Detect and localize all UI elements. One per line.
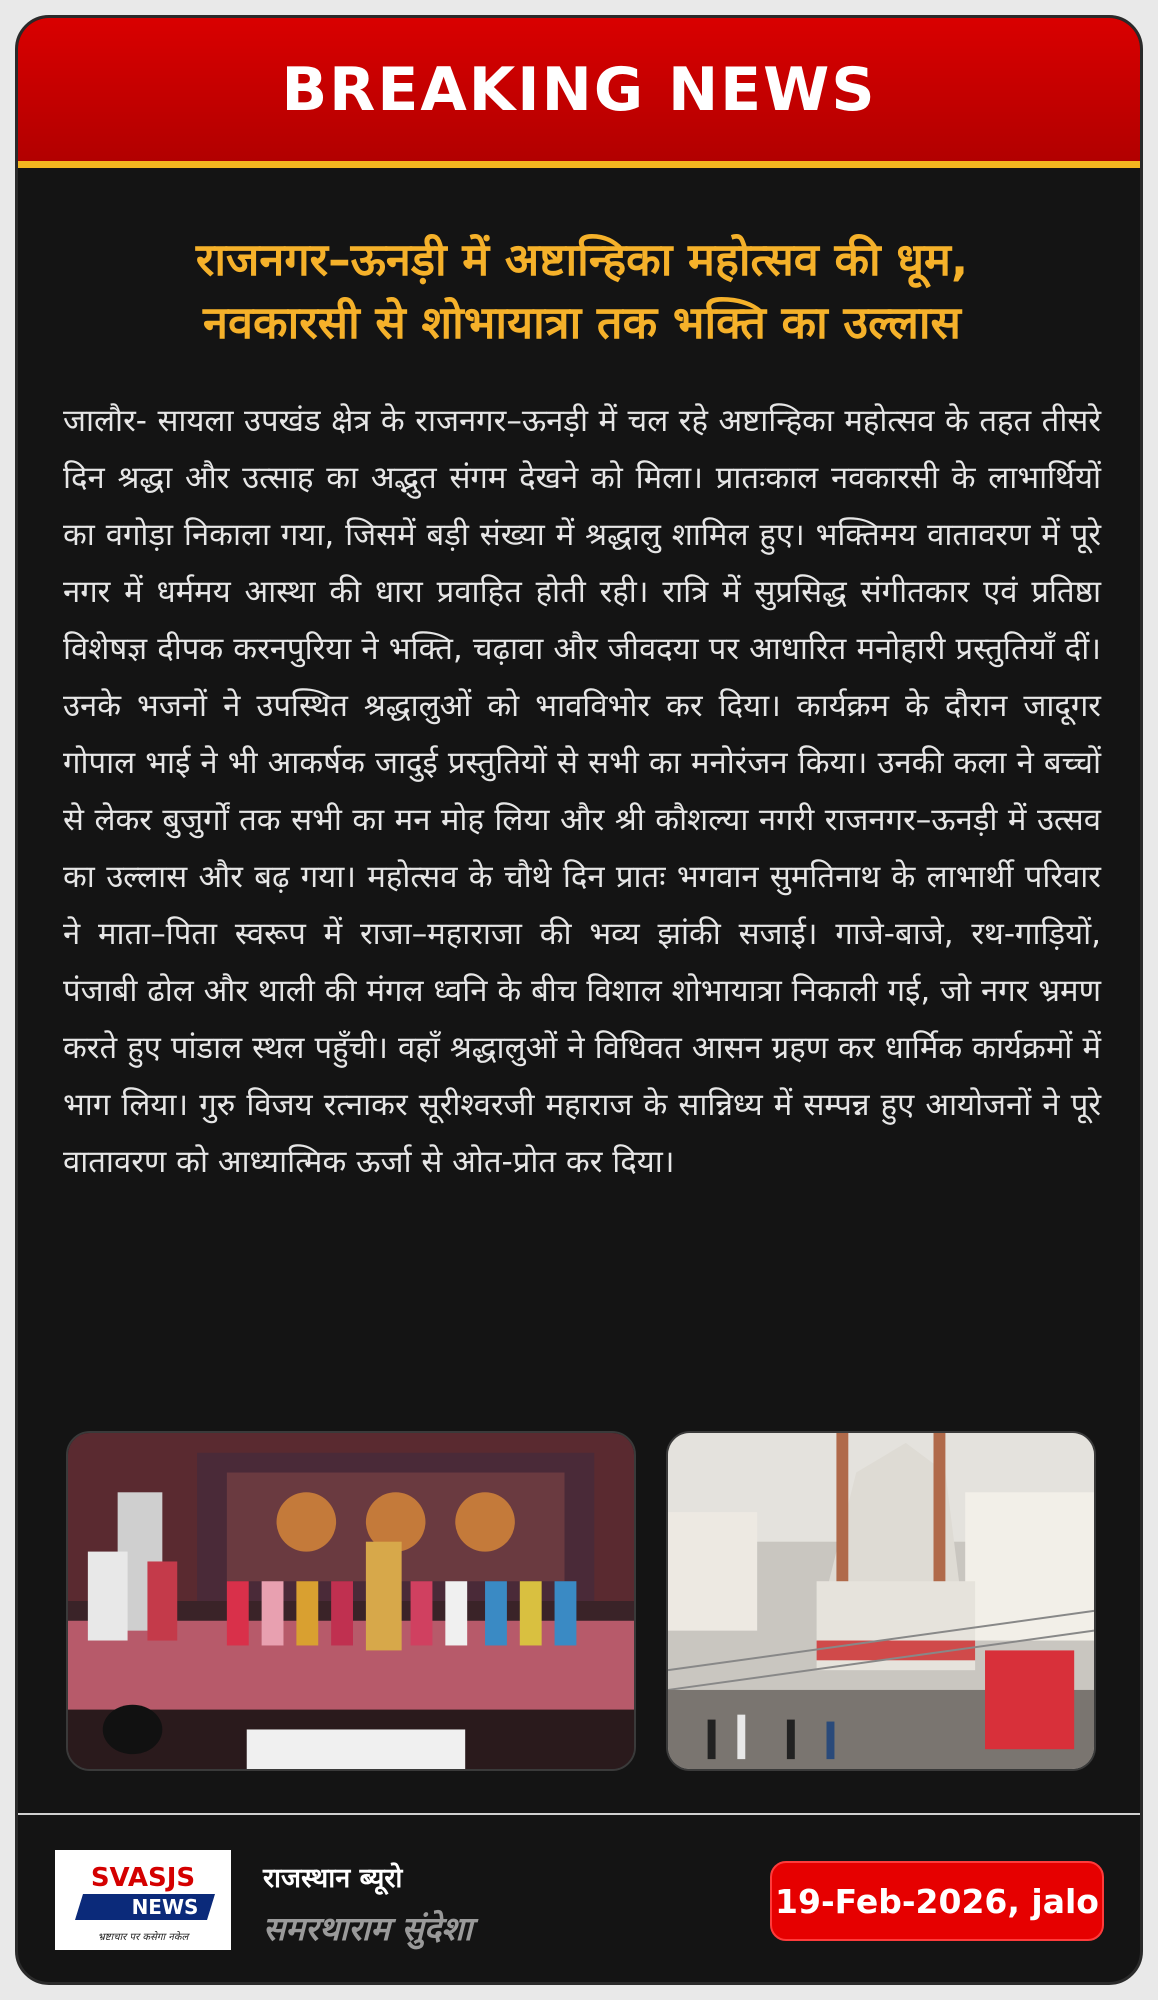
date-badge: 19-Feb-2026, jalo	[770, 1861, 1104, 1941]
svasjs-news-logo	[55, 1850, 231, 1950]
reporter-name: समरथाराम सुंदेशा	[263, 1909, 473, 1948]
footer-divider	[18, 1813, 1140, 1815]
logo-subtext: NEWS	[131, 1895, 199, 1919]
stage-performance-photo	[66, 1431, 636, 1771]
article-headline	[48, 228, 1116, 354]
logo-tagline: भ्रष्टाचार पर कसेगा नकेल	[97, 1932, 189, 1943]
breaking-news-banner	[18, 18, 1140, 161]
headline-line-1: राजनगर–ऊनड़ी में अष्टान्हिका महोत्सव की धूम,	[195, 233, 969, 286]
banner-divider	[18, 161, 1140, 168]
bureau-label: राजस्थान ब्यूरो	[263, 1863, 403, 1894]
article-body: जालौर- सायला उपखंड क्षेत्र के राजनगर–ऊनड़ी में चल रहे अष्टान्हिका महोत्सव के तहत तीसरे दिन श्रद्धा और उत्साह का अद्भुत संगम देखने को मिला। प्रातःकाल नवकारसी के लाभार्थियों का वगोड़ा निकाला गया, जिसमें बड़ी संख्या में श्रद्धालु शामिल हुए। भक्तिमय वातावरण में पूरे नगर में धर्ममय आस्था की धारा प्रवाहित होती रही। रात्रि में सुप्रसिद्ध संगीतकार एवं प्रतिष्ठा विशेषज्ञ दीपक करनपुरिया ने भक्ति, चढ़ावा और जीवदया पर आधारित मनोहारी प्रस्तुतियाँ दीं। उनके भजनों ने उपस्थित श्रद्धालुओं को भावविभोर कर दिया। कार्यक्रम के दौरान जादूगर गोपाल भाई ने भी आकर्षक जादुई प्रस्तुतियों से सभी का मनोरंजन किया। उनकी कला ने बच्चों से लेकर बुजुर्गों तक सभी का मन मोह लिया और श्री कौशल्या नगरी राजनगर–ऊनड़ी में उत्सव का उल्लास और बढ़ गया। महोत्सव के चौथे दिन प्रातः भगवान सुमतिनाथ के लाभार्थी परिवार ने माता–पिता स्वरूप में राजा–महाराजा की भव्य झांकी सजाई। गाजे-बाजे, रथ-गाड़ियों, पंजाबी ढोल और थाली की मंगल ध्वनि के बीच विशाल शोभायात्रा निकाली गई, जो नगर भ्रमण करते हुए पांडाल स्थल पहुँची। वहाँ श्रद्धालुओं ने विधिवत आसन ग्रहण कर धार्मिक कार्यक्रमों में भाग लिया। गुरु विजय रत्नाकर सूरीश्वरजी महाराज के सान्निध्य में सम्पन्न हुए आयोजनों ने पूरे वातावरण को आध्यात्मिक ऊर्जा से ओत-प्रोत कर दिया।	[63, 403, 1101, 1180]
temple-procession-image	[668, 1433, 1094, 1769]
banner-title: BREAKING NEWS	[281, 54, 877, 125]
svasjs-logo-image	[55, 1850, 231, 1950]
headline-line-2: नवकारसी से शोभायात्रा तक भक्ति का उल्लास	[203, 296, 961, 349]
temple-procession-photo	[666, 1431, 1096, 1771]
stage-performance-image	[68, 1433, 634, 1769]
logo-text: SVASJS	[90, 1863, 196, 1893]
news-card	[15, 15, 1143, 1985]
